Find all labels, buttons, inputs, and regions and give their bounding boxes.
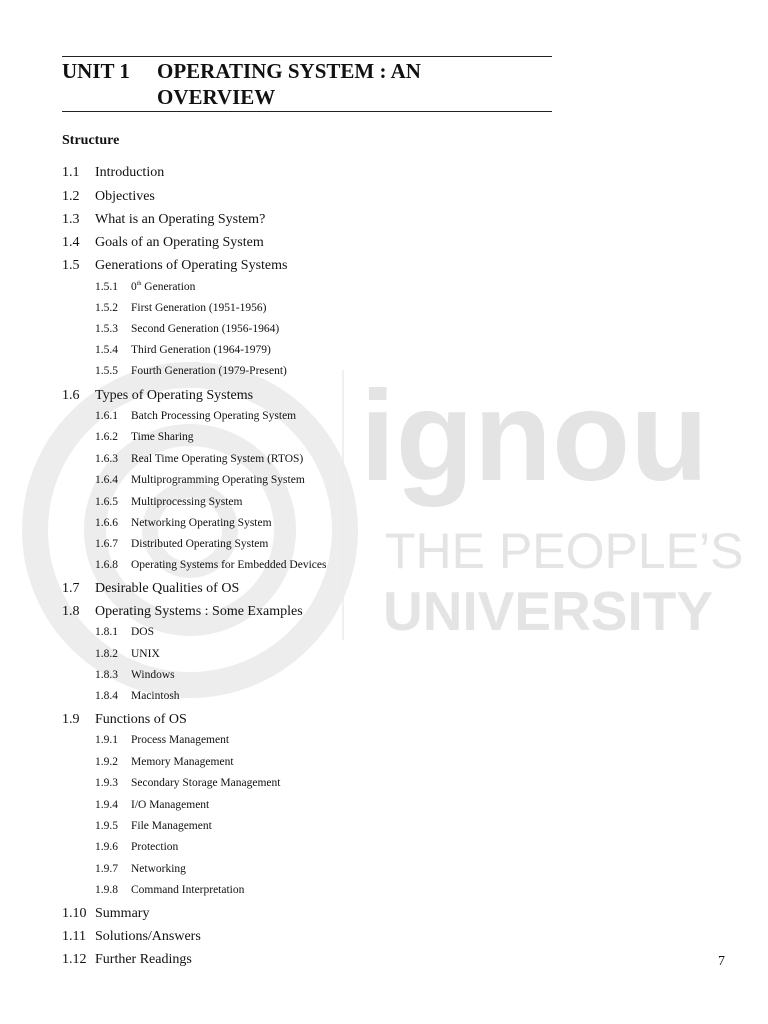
toc-entry-title: Multiprocessing System	[131, 496, 243, 508]
toc-entry-title: UNIX	[131, 648, 160, 660]
toc-entry-title: Windows	[131, 669, 175, 681]
toc-entry-number: 1.4	[62, 235, 80, 250]
toc-entry-number: 1.9.4	[95, 799, 118, 811]
toc-entry-number: 1.5.2	[95, 302, 118, 314]
unit-title-line1: OPERATING SYSTEM : AN	[157, 59, 421, 83]
toc-entry-title: Third Generation (1964-1979)	[131, 344, 271, 356]
toc-entry-title: Memory Management	[131, 756, 234, 768]
unit-title	[157, 58, 552, 110]
header-bottom-rule	[62, 111, 552, 112]
toc-entry-number: 1.5	[62, 258, 80, 273]
toc-entry-number: 1.8.1	[95, 626, 118, 638]
toc-entry-title: Operating Systems : Some Examples	[95, 604, 303, 619]
toc-entry-number: 1.8.4	[95, 690, 118, 702]
toc-entry-number: 1.9.5	[95, 820, 118, 832]
toc-entry-number: 1.5.1	[95, 281, 118, 293]
toc-entry-number: 1.9.2	[95, 756, 118, 768]
toc-entry-title: Functions of OS	[95, 712, 187, 727]
toc-entry-title: 0th Generation	[131, 281, 196, 293]
toc-entry-number: 1.6.6	[95, 517, 118, 529]
toc-entry-title: Command Interpretation	[131, 884, 245, 896]
unit-number: UNIT 1	[62, 59, 130, 83]
toc-entry-number: 1.2	[62, 189, 80, 204]
toc-entry-title: Objectives	[95, 189, 155, 204]
toc-entry-number: 1.9.6	[95, 841, 118, 853]
watermark-peoples-text: THE PEOPLE’S	[385, 523, 744, 579]
toc-entry-number: 1.12	[62, 952, 87, 967]
header-top-rule	[62, 56, 552, 57]
toc-entry-title: Secondary Storage Management	[131, 777, 281, 789]
toc-entry-title: What is an Operating System?	[95, 212, 266, 227]
toc-entry-number: 1.5.5	[95, 365, 118, 377]
toc-entry-number: 1.10	[62, 906, 87, 921]
toc-entry-number: 1.9.1	[95, 734, 118, 746]
watermark-university-text: UNIVERSITY	[383, 580, 714, 642]
toc-entry-number: 1.8	[62, 604, 80, 619]
toc-entry-number: 1.6.3	[95, 453, 118, 465]
toc-entry-number: 1.3	[62, 212, 80, 227]
toc-entry-title: Generations of Operating Systems	[95, 258, 288, 273]
watermark-ignou-text: ignou	[360, 365, 709, 508]
toc-entry-title: Introduction	[95, 165, 165, 180]
toc-entry-title: Second Generation (1956-1964)	[131, 323, 280, 335]
toc-entry-number: 1.8.2	[95, 648, 118, 660]
toc-entry-title: File Management	[131, 820, 212, 832]
page-number: 7	[718, 954, 725, 969]
toc-entry-title: I/O Management	[131, 799, 210, 811]
toc-entry-number: 1.6.1	[95, 410, 118, 422]
toc-entry-title: Further Readings	[95, 952, 192, 967]
toc-entry-title: Distributed Operating System	[131, 538, 269, 550]
toc-entry-title: First Generation (1951-1956)	[131, 302, 267, 314]
toc-entry-title: Networking Operating System	[131, 517, 272, 529]
toc-entry-title: Networking	[131, 863, 186, 875]
toc-entry-title: Multiprogramming Operating System	[131, 474, 305, 486]
toc-entry-title: Protection	[131, 841, 179, 853]
toc-entry-number: 1.5.3	[95, 323, 118, 335]
toc-entry-number: 1.5.4	[95, 344, 118, 356]
toc-entry-title: Types of Operating Systems	[95, 388, 254, 403]
structure-heading: Structure	[62, 133, 120, 148]
toc-entry-number: 1.6.7	[95, 538, 118, 550]
toc-entry-title: Batch Processing Operating System	[131, 410, 297, 422]
toc-entry-number: 1.9.3	[95, 777, 118, 789]
toc-entry-number: 1.6.4	[95, 474, 118, 486]
toc-entry-number: 1.6	[62, 388, 80, 403]
toc-entry-number: 1.9.7	[95, 863, 118, 875]
toc-entry-number: 1.11	[62, 929, 86, 944]
toc-entry-number: 1.9	[62, 712, 80, 727]
toc-entry-title: Fourth Generation (1979-Present)	[131, 365, 287, 377]
toc-entry-title: Desirable Qualities of OS	[95, 581, 240, 596]
toc-entry-title: Real Time Operating System (RTOS)	[131, 453, 304, 465]
toc-entry-title: Solutions/Answers	[95, 929, 201, 944]
toc-entry-title: Operating Systems for Embedded Devices	[131, 559, 327, 571]
toc-entry-number: 1.7	[62, 581, 80, 596]
toc-entry-number: 1.6.8	[95, 559, 118, 571]
toc-entry-number: 1.1	[62, 165, 80, 180]
unit-title-line2: OVERVIEW	[157, 85, 276, 109]
toc-entry-number: 1.6.5	[95, 496, 118, 508]
toc-entry-title: Process Management	[131, 734, 230, 746]
toc-entry-title: Goals of an Operating System	[95, 235, 264, 250]
toc-entry-number: 1.8.3	[95, 669, 118, 681]
toc-entry-title: Macintosh	[131, 690, 180, 702]
toc-entry-title: Time Sharing	[131, 431, 194, 443]
toc-entry-number: 1.6.2	[95, 431, 118, 443]
toc-entry-title: DOS	[131, 626, 155, 638]
toc-entry-number: 1.9.8	[95, 884, 118, 896]
toc-entry-title: Summary	[95, 906, 150, 921]
